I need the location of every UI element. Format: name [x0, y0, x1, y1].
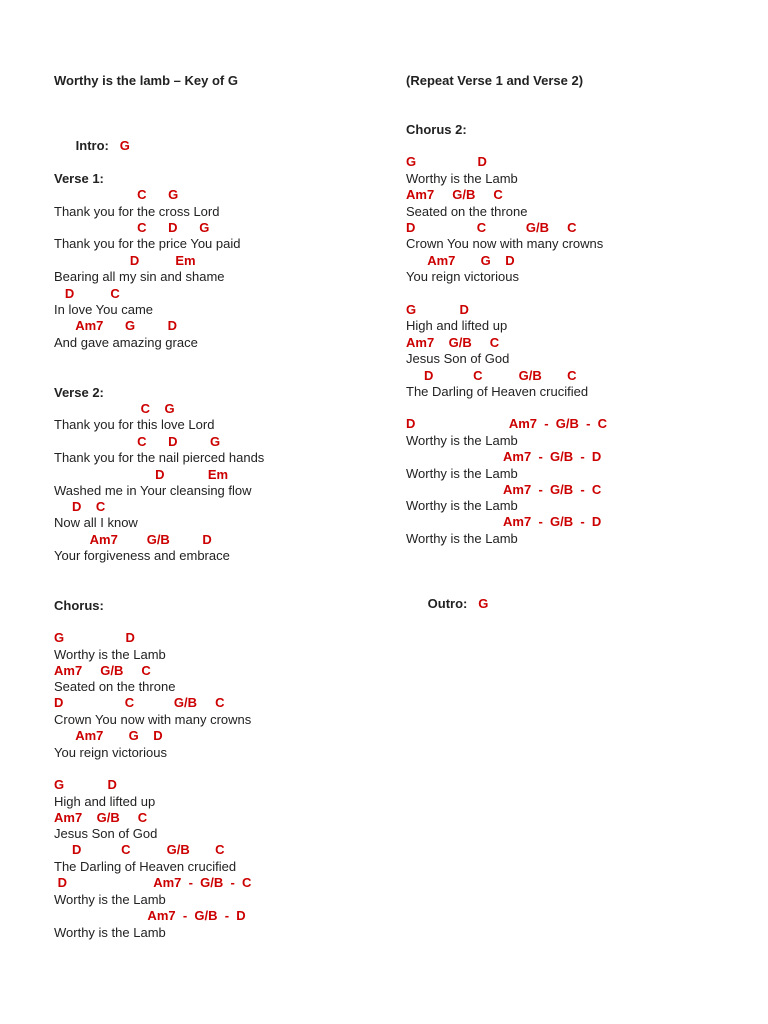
chord-line: D C G/B C	[54, 695, 225, 710]
lyric-line: In love You came	[54, 302, 154, 317]
chord-line: C D G	[54, 220, 210, 235]
lyric-line: Worthy is the Lamb	[406, 466, 518, 481]
lyric-line: You reign victorious	[406, 269, 519, 284]
lyric-line: High and lifted up	[54, 794, 156, 809]
lyric-line: Crown You now with many crowns	[54, 712, 252, 727]
chord-line: C G	[54, 401, 175, 416]
intro-label: Intro:	[75, 138, 109, 153]
outro-label: Outro:	[427, 596, 468, 611]
verse1-heading: Verse 1:	[54, 171, 104, 186]
lyric-line: Now all I know	[54, 515, 138, 530]
chord-line: Am7 G/B C	[406, 335, 500, 350]
chord-line: Am7 G/B C	[406, 187, 503, 202]
lyric-line: Worthy is the Lamb	[406, 171, 518, 186]
lyric-line: Seated on the throne	[406, 204, 528, 219]
lyric-line: Worthy is the Lamb	[406, 433, 518, 448]
lyric-line: Crown You now with many crowns	[406, 236, 604, 251]
chorus-heading: Chorus:	[54, 598, 104, 613]
verse2-heading: Verse 2:	[54, 385, 104, 400]
lyric-line: Washed me in Your cleansing flow	[54, 483, 252, 498]
chord-line: D C G/B C	[406, 220, 577, 235]
chord-line: Am7 - G/B - D	[406, 514, 602, 529]
lyric-line: The Darling of Heaven crucified	[54, 859, 237, 874]
chord-line: D C G/B C	[54, 842, 225, 857]
lyric-line: Thank you for the nail pierced hands	[54, 450, 265, 465]
lyric-line: Thank you for the cross Lord	[54, 204, 220, 219]
chord-line: G D	[406, 302, 469, 317]
lyric-line: Worthy is the Lamb	[406, 498, 518, 513]
chord-line: Am7 - G/B - D	[406, 449, 602, 464]
lyric-line: Worthy is the Lamb	[54, 647, 166, 662]
chord-line: D Em	[54, 467, 229, 482]
chord-line: G D	[406, 154, 487, 169]
chorus2-heading: Chorus 2:	[406, 122, 467, 137]
lyric-line: Your forgiveness and embrace	[54, 548, 230, 563]
chord-line: D C	[54, 286, 120, 301]
chord-line: C D G	[54, 434, 221, 449]
chord-line: Am7 G D	[406, 253, 515, 268]
lyric-line: The Darling of Heaven crucified	[406, 384, 589, 399]
outro-line	[406, 580, 489, 611]
lyric-line: Jesus Son of God	[54, 826, 158, 841]
chord-line: Am7 - G/B - C	[406, 482, 602, 497]
chord-line: D Am7 - G/B - C	[54, 875, 252, 890]
lyric-line: And gave amazing grace	[54, 335, 198, 350]
lyric-line: Thank you for the price You paid	[54, 236, 241, 251]
song-title: Worthy is the lamb – Key of G	[54, 73, 238, 88]
chord-line: Am7 G D	[54, 728, 163, 743]
lyric-line: High and lifted up	[406, 318, 508, 333]
lyric-line: Worthy is the Lamb	[406, 531, 518, 546]
intro-chord: G	[119, 138, 130, 153]
intro-line	[54, 122, 130, 153]
lyric-line: Thank you for this love Lord	[54, 417, 215, 432]
outro-chord: G	[478, 596, 489, 611]
lyric-line: Bearing all my sin and shame	[54, 269, 225, 284]
chord-line: G D	[54, 630, 135, 645]
chord-line: Am7 G/B C	[54, 663, 151, 678]
chord-line: D C G/B C	[406, 368, 577, 383]
chord-line: G D	[54, 777, 117, 792]
chord-line: Am7 - G/B - D	[54, 908, 246, 923]
chord-line: D C	[54, 499, 106, 514]
chord-line: D Am7 - G/B - C	[406, 416, 608, 431]
chord-line: Am7 G D	[54, 318, 178, 333]
chord-line: D Em	[54, 253, 196, 268]
lyric-line: Jesus Son of God	[406, 351, 510, 366]
lyric-line: Worthy is the Lamb	[54, 925, 166, 940]
lyric-line: Worthy is the Lamb	[54, 892, 166, 907]
chord-line: C G	[54, 187, 179, 202]
chord-line: Am7 G/B D	[54, 532, 212, 547]
repeat-note: (Repeat Verse 1 and Verse 2)	[406, 73, 584, 88]
chord-line: Am7 G/B C	[54, 810, 148, 825]
lyric-line: You reign victorious	[54, 745, 167, 760]
lyric-line: Seated on the throne	[54, 679, 176, 694]
